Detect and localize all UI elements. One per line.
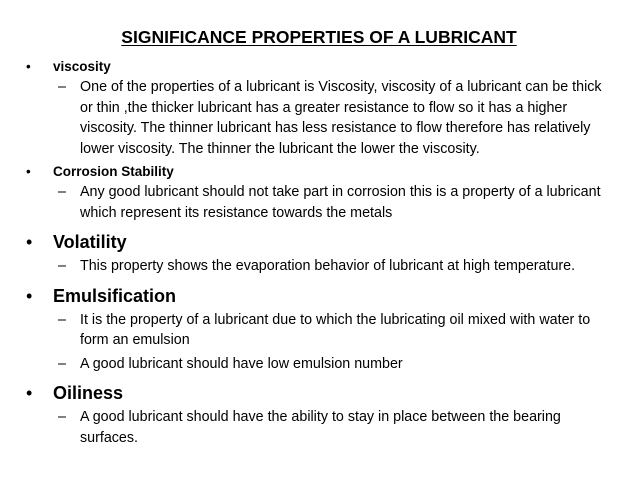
sub-point bbox=[26, 354, 616, 375]
bullet-icon: • bbox=[26, 164, 31, 179]
dash-icon: – bbox=[58, 184, 66, 200]
bullet-heading-oiliness bbox=[26, 380, 616, 406]
dash-icon: – bbox=[58, 311, 66, 328]
sub-point bbox=[26, 407, 616, 448]
bullet-heading-viscosity bbox=[26, 57, 616, 76]
dash-icon: – bbox=[58, 355, 66, 372]
sub-point bbox=[26, 310, 616, 351]
heading-text: Volatility bbox=[53, 232, 127, 252]
heading-text: Oiliness bbox=[53, 383, 124, 403]
sub-point-text: It is the property of a lubricant due to which the lubricating oil mixed with water to form an emulsion bbox=[80, 311, 591, 348]
sub-point-text: One of the properties of a lubricant is Viscosity, viscosity of a lubricant can be thick or thin ,the thicker lubricant has a greater resistance to flow so it has a higher viscosity. The thinner lubricant has less resistance to flow therefore has relatively lower viscosity. The thinner the lubricant the lower the viscosity. bbox=[80, 79, 602, 157]
sub-point-text: A good lubricant should have low emulsion number bbox=[80, 355, 403, 372]
sub-point-text: This property shows the evaporation behavior of lubricant at high temperature. bbox=[80, 258, 576, 274]
bullet-icon: • bbox=[26, 285, 33, 306]
bullet-icon: • bbox=[26, 232, 33, 252]
bullet-heading-volatility bbox=[26, 229, 616, 255]
bullet-heading-corrosion-stability bbox=[26, 162, 616, 181]
sub-point-text: A good lubricant should have the ability to stay in place between the bearing surfaces. bbox=[80, 409, 561, 446]
slide-title: SIGNIFICANCE PROPERTIES OF A LUBRICANT bbox=[121, 27, 517, 47]
heading-text: Emulsification bbox=[53, 285, 177, 306]
dash-icon: – bbox=[58, 258, 66, 274]
heading-text: viscosity bbox=[53, 59, 111, 74]
bullet-heading-emulsification bbox=[26, 283, 616, 309]
slide-body bbox=[26, 54, 616, 448]
sub-point bbox=[26, 182, 616, 223]
sub-point bbox=[26, 256, 616, 277]
bullet-icon: • bbox=[26, 59, 31, 74]
dash-icon: – bbox=[58, 409, 66, 425]
sub-point bbox=[26, 77, 616, 159]
heading-text: Corrosion Stability bbox=[53, 164, 174, 179]
bullet-icon: • bbox=[26, 383, 33, 403]
sub-point-text: Any good lubricant should not take part in corrosion this is a property of a lubricant which represent its resistance towards the metals bbox=[80, 184, 601, 221]
dash-icon: – bbox=[58, 79, 66, 95]
